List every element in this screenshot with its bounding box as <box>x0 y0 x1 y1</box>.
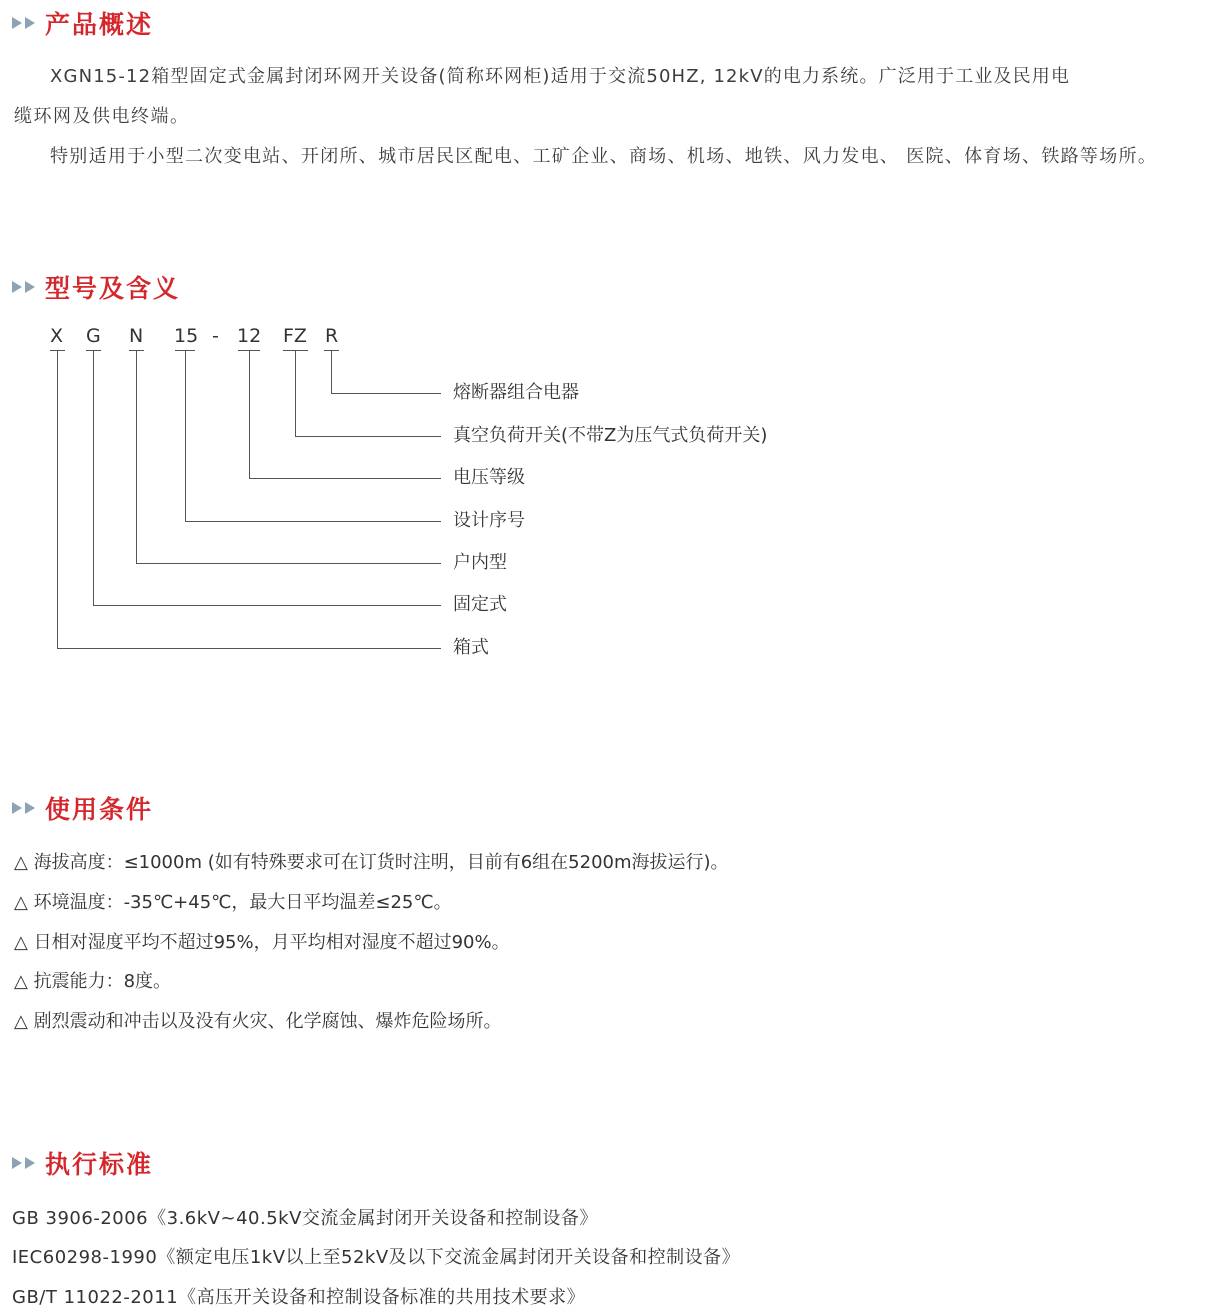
double-arrow-icon <box>12 281 35 293</box>
standard-item: GB 3906-2006《3.6kV~40.5kV交流金属封闭开关设备和控制设备》 <box>12 1208 598 1229</box>
condition-item: △ 海拔高度：≤1000m (如有特殊要求可在订货时注明，目前有6组在5200m海拔运行)。 <box>14 852 729 873</box>
leader-line-x-h <box>57 648 441 649</box>
leader-line-r-h <box>331 393 441 394</box>
condition-item: △ 抗震能力：8度。 <box>14 971 172 992</box>
overview-paragraph-line1: XGN15-12箱型固定式金属封闭环网开关设备(简称环网柜)适用于交流50HZ, 12kV的电力系统。广泛用于工业及民用电 <box>50 66 1071 87</box>
leader-line-fz-h <box>295 436 441 437</box>
code-12: 12 <box>237 325 262 347</box>
condition-item: △ 剧烈震动和冲击以及没有火灾、化学腐蚀、爆炸危险场所。 <box>14 1011 502 1032</box>
section-heading-overview <box>12 8 153 38</box>
meaning-15: 设计序号 <box>453 510 525 531</box>
double-arrow-icon <box>12 17 35 29</box>
meaning-g: 固定式 <box>453 594 507 615</box>
code-g: G <box>86 325 101 347</box>
standards-title: 执行标准 <box>45 1150 154 1179</box>
leader-line-g <box>93 350 94 605</box>
code-r: R <box>325 325 339 347</box>
overview-title: 产品概述 <box>45 10 154 39</box>
standard-item: IEC60298-1990《额定电压1kV以上至52kV及以下交流金属封闭开关设备和控制设备》 <box>12 1247 741 1268</box>
leader-line-n-h <box>136 563 441 564</box>
code-15: 15 <box>174 325 199 347</box>
leader-line-g-h <box>93 605 441 606</box>
standard-item: GB/T 11022-2011《高压开关设备和控制设备标准的共用技术要求》 <box>12 1287 586 1308</box>
meaning-r: 熔断器组合电器 <box>453 382 579 403</box>
code-dash: - <box>212 325 219 347</box>
leader-line-15-h <box>185 521 441 522</box>
leader-line-12 <box>249 350 250 478</box>
leader-line-r <box>331 350 332 393</box>
section-heading-model <box>12 272 180 302</box>
model-title: 型号及含义 <box>45 274 181 303</box>
conditions-title: 使用条件 <box>45 795 154 824</box>
meaning-fz: 真空负荷开关(不带Z为压气式负荷开关) <box>453 425 768 446</box>
condition-item: △ 日相对湿度平均不超过95%，月平均相对湿度不超过90%。 <box>14 932 510 953</box>
leader-line-15 <box>185 350 186 521</box>
leader-line-n <box>136 350 137 563</box>
meaning-12: 电压等级 <box>453 467 525 488</box>
meaning-x: 箱式 <box>453 637 489 658</box>
leader-line-fz <box>295 350 296 436</box>
code-x: X <box>50 325 64 347</box>
section-heading-standards <box>12 1148 153 1178</box>
condition-item: △ 环境温度：-35℃+45℃，最大日平均温差≤25℃。 <box>14 892 452 913</box>
double-arrow-icon <box>12 1157 35 1169</box>
section-heading-conditions <box>12 793 153 823</box>
overview-paragraph-line2: 缆环网及供电终端。 <box>14 106 190 127</box>
leader-line-x <box>57 350 58 648</box>
code-fz: FZ <box>283 325 307 347</box>
leader-line-12-h <box>249 478 441 479</box>
meaning-n: 户内型 <box>453 552 507 573</box>
code-n: N <box>129 325 144 347</box>
double-arrow-icon <box>12 802 35 814</box>
overview-paragraph-line3: 特别适用于小型二次变电站、开闭所、城市居民区配电、工矿企业、商场、机场、地铁、风力发电、 医院、体育场、铁路等场所。 <box>50 146 1158 167</box>
